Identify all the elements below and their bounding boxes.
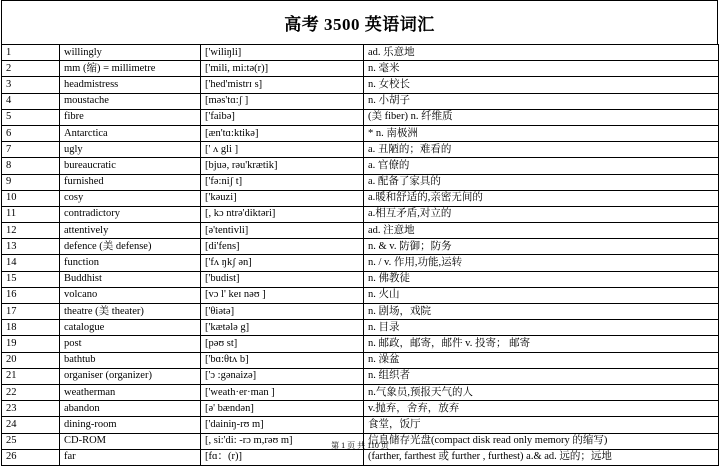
phonetic-cell: [ə' bændən] xyxy=(201,401,364,417)
meaning-cell: a. 官僚的 xyxy=(364,158,719,174)
meaning-cell: a. 配备了家具的 xyxy=(364,174,719,190)
row-number: 7 xyxy=(2,142,60,158)
meaning-cell: a.相互矛盾,对立的 xyxy=(364,206,719,222)
page-title: 高考 3500 英语词汇 xyxy=(284,15,435,34)
row-number: 26 xyxy=(2,449,60,465)
table-row xyxy=(2,401,719,417)
meaning-cell: n. 组织者 xyxy=(364,368,719,384)
word-cell: contradictory xyxy=(60,206,201,222)
row-number: 11 xyxy=(2,206,60,222)
row-number: 13 xyxy=(2,239,60,255)
meaning-cell: n. / v. 作用,功能,运转 xyxy=(364,255,719,271)
meaning-cell: n. 女校长 xyxy=(364,77,719,93)
phonetic-cell: ['ɔ :gənaizə] xyxy=(201,368,364,384)
meaning-cell: n. 剧场，戏院 xyxy=(364,304,719,320)
row-number: 2 xyxy=(2,61,60,77)
word-cell: moustache xyxy=(60,93,201,109)
row-number: 21 xyxy=(2,368,60,384)
table-row xyxy=(2,223,719,239)
word-cell: CD-ROM xyxy=(60,433,201,449)
word-cell: theatre (美 theater) xyxy=(60,304,201,320)
row-number: 5 xyxy=(2,109,60,125)
word-cell: volcano xyxy=(60,287,201,303)
phonetic-cell: ['bɑ:θtʌ b] xyxy=(201,352,364,368)
word-cell: attentively xyxy=(60,223,201,239)
table-row xyxy=(2,255,719,271)
phonetic-cell: [' ʌ gli ] xyxy=(201,142,364,158)
meaning-cell: (farther, farthest 或 further , furthest) a.& ad. 远的；远地 xyxy=(364,449,719,465)
table-row xyxy=(2,93,719,109)
phonetic-cell: ['faibə] xyxy=(201,109,364,125)
table-row xyxy=(2,190,719,206)
meaning-cell: ad. 注意地 xyxy=(364,223,719,239)
row-number: 12 xyxy=(2,223,60,239)
vocabulary-table xyxy=(1,44,719,466)
phonetic-cell: ['dainiŋ-rʊ m] xyxy=(201,417,364,433)
row-number: 24 xyxy=(2,417,60,433)
phonetic-cell: ['mili, mi:tə(r)] xyxy=(201,61,364,77)
word-cell: weatherman xyxy=(60,384,201,400)
table-row xyxy=(2,271,719,287)
meaning-cell: v.抛弃，舍弃，放弃 xyxy=(364,401,719,417)
row-number: 10 xyxy=(2,190,60,206)
phonetic-cell: ['hed'mistrɪ s] xyxy=(201,77,364,93)
meaning-cell: 食堂，饭厅 xyxy=(364,417,719,433)
word-cell: mm (缩) = millimetre xyxy=(60,61,201,77)
phonetic-cell: [di'fens] xyxy=(201,239,364,255)
meaning-cell: n. 邮政，邮寄，邮件 v. 投寄； 邮寄 xyxy=(364,336,719,352)
table-row xyxy=(2,142,719,158)
row-number: 9 xyxy=(2,174,60,190)
table-row xyxy=(2,239,719,255)
table-row xyxy=(2,320,719,336)
meaning-cell: (美 fiber) n. 纤维质 xyxy=(364,109,719,125)
phonetic-cell: [pəʊ st] xyxy=(201,336,364,352)
phonetic-cell: [ə'tentivli] xyxy=(201,223,364,239)
word-cell: furnished xyxy=(60,174,201,190)
row-number: 22 xyxy=(2,384,60,400)
table-row xyxy=(2,368,719,384)
phonetic-cell: ['wiliŋli] xyxy=(201,45,364,61)
table-row xyxy=(2,417,719,433)
meaning-cell: a.暖和舒适的,亲密无间的 xyxy=(364,190,719,206)
word-cell: Buddhist xyxy=(60,271,201,287)
row-number: 6 xyxy=(2,125,60,141)
phonetic-cell: ['kætələ g] xyxy=(201,320,364,336)
word-cell: cosy xyxy=(60,190,201,206)
word-cell: headmistress xyxy=(60,77,201,93)
table-row xyxy=(2,384,719,400)
title-box xyxy=(1,0,718,44)
word-cell: bureaucratic xyxy=(60,158,201,174)
word-cell: catalogue xyxy=(60,320,201,336)
word-cell: defence (美 defense) xyxy=(60,239,201,255)
table-row xyxy=(2,158,719,174)
table-row xyxy=(2,125,719,141)
row-number: 23 xyxy=(2,401,60,417)
phonetic-cell: [, kɔ ntrə'diktəri] xyxy=(201,206,364,222)
meaning-cell: a. 丑陋的；难看的 xyxy=(364,142,719,158)
word-cell: far xyxy=(60,449,201,465)
table-row xyxy=(2,206,719,222)
meaning-cell: n. 佛教徒 xyxy=(364,271,719,287)
row-number: 17 xyxy=(2,304,60,320)
meaning-cell: n. 目录 xyxy=(364,320,719,336)
phonetic-cell: [vɔ l' keɪ nəʊ ] xyxy=(201,287,364,303)
page-footer: 第 1 页 共 110 页 xyxy=(331,441,389,450)
row-number: 20 xyxy=(2,352,60,368)
row-number: 14 xyxy=(2,255,60,271)
table-row xyxy=(2,61,719,77)
row-number: 18 xyxy=(2,320,60,336)
row-number: 3 xyxy=(2,77,60,93)
phonetic-cell: [fɑ：(r)] xyxy=(201,449,364,465)
table-row xyxy=(2,287,719,303)
phonetic-cell: [məs'tɑ:ʃ ] xyxy=(201,93,364,109)
meaning-cell: n. 火山 xyxy=(364,287,719,303)
row-number: 15 xyxy=(2,271,60,287)
row-number: 25 xyxy=(2,433,60,449)
meaning-cell: 信息储存光盘(compact disk read only memory 的缩写) xyxy=(364,433,719,449)
table-row xyxy=(2,352,719,368)
phonetic-cell: [bjuə, rəu'krætik] xyxy=(201,158,364,174)
word-cell: bathtub xyxy=(60,352,201,368)
meaning-cell: ad. 乐意地 xyxy=(364,45,719,61)
meaning-cell: * n. 南极洲 xyxy=(364,125,719,141)
row-number: 8 xyxy=(2,158,60,174)
row-number: 1 xyxy=(2,45,60,61)
phonetic-cell: [, si:'di: -rɔ m,rəʊ m] xyxy=(201,433,364,449)
row-number: 4 xyxy=(2,93,60,109)
word-cell: abandon xyxy=(60,401,201,417)
word-cell: dining-room xyxy=(60,417,201,433)
word-cell: Antarctica xyxy=(60,125,201,141)
word-cell: function xyxy=(60,255,201,271)
meaning-cell: n. 毫米 xyxy=(364,61,719,77)
table-row xyxy=(2,45,719,61)
table-row xyxy=(2,336,719,352)
phonetic-cell: ['kəuzi] xyxy=(201,190,364,206)
phonetic-cell: ['θiətə] xyxy=(201,304,364,320)
word-cell: willingly xyxy=(60,45,201,61)
meaning-cell: n. 小胡子 xyxy=(364,93,719,109)
table-row xyxy=(2,109,719,125)
word-cell: ugly xyxy=(60,142,201,158)
meaning-cell: n.气象员,预报天气的人 xyxy=(364,384,719,400)
row-number: 16 xyxy=(2,287,60,303)
vocabulary-table-body xyxy=(2,45,719,466)
table-row xyxy=(2,174,719,190)
word-cell: organiser (organizer) xyxy=(60,368,201,384)
word-cell: post xyxy=(60,336,201,352)
phonetic-cell: ['fə:niʃ t] xyxy=(201,174,364,190)
table-row xyxy=(2,449,719,465)
table-row xyxy=(2,77,719,93)
table-row xyxy=(2,304,719,320)
meaning-cell: n. & v. 防御；防务 xyxy=(364,239,719,255)
phonetic-cell: ['weath·er·man ] xyxy=(201,384,364,400)
phonetic-cell: ['budist] xyxy=(201,271,364,287)
word-cell: fibre xyxy=(60,109,201,125)
phonetic-cell: ['fʌ ŋkʃ ən] xyxy=(201,255,364,271)
row-number: 19 xyxy=(2,336,60,352)
phonetic-cell: [æn'tɑ:ktikə] xyxy=(201,125,364,141)
meaning-cell: n. 澡盆 xyxy=(364,352,719,368)
